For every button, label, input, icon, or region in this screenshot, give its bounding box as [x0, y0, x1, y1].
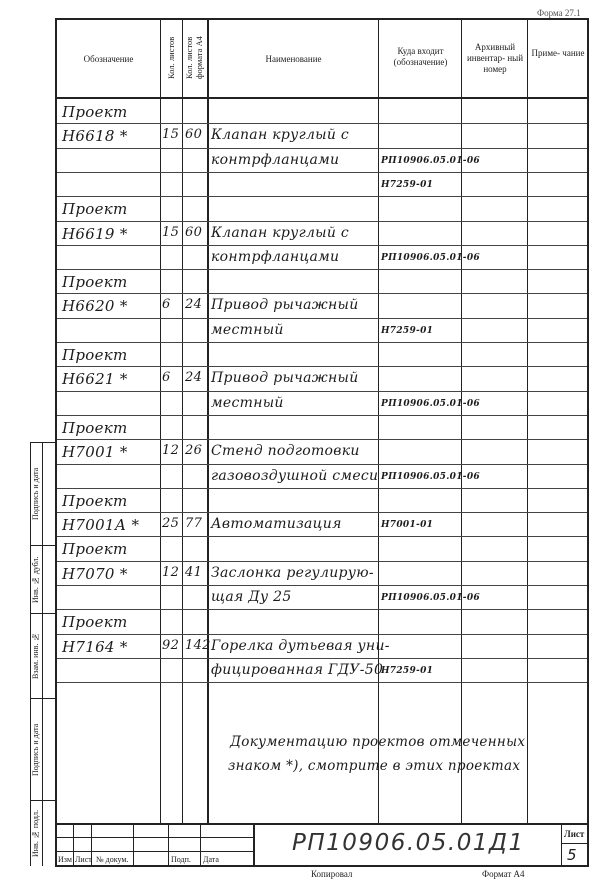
note-line-2: знаком *), смотрите в этих проектах: [228, 758, 521, 774]
row-line: [57, 293, 587, 294]
cell-name: фицированная ГДУ-50: [211, 662, 384, 678]
cell-sheets: 92: [162, 638, 180, 653]
cell-where: Н7259-01: [381, 666, 434, 676]
header-separator: [55, 97, 589, 99]
document-code: РП10906.05.01Д1: [292, 830, 525, 856]
side-label-signature-bottom: Подпись и дата: [31, 723, 40, 776]
col-line: [378, 18, 379, 823]
col-line: [207, 18, 209, 823]
row-line: [57, 391, 587, 392]
row-line: [57, 536, 587, 537]
row-line: [57, 415, 587, 416]
cell-designation: Н7001 *: [62, 443, 128, 461]
col-line: [160, 18, 161, 823]
stamp-divider: [253, 823, 255, 867]
stamp-sheet-sep: [561, 843, 588, 844]
cell-designation: Проект: [62, 346, 128, 364]
cell-name: Стенд подготовки: [211, 443, 360, 459]
stamp-row: [57, 837, 253, 838]
header-archive: Архивный инвентар- ный номер: [466, 42, 524, 74]
side-label-dup-inv: Инв. № дубл.: [31, 556, 40, 603]
stamp-col-sign: Подп.: [171, 855, 191, 864]
row-line: [57, 609, 587, 610]
cell-name: контрфланцами: [211, 249, 340, 265]
cell-name: Привод рычажный: [211, 297, 359, 313]
row-line: [57, 658, 587, 659]
cell-name: Горелка дутьевая уни-: [211, 638, 390, 654]
row-line: [57, 488, 587, 489]
sheet-number: 5: [567, 846, 577, 864]
note-line-1: Документацию проектов отмеченных: [230, 734, 526, 750]
cell-sheets: 6: [162, 297, 171, 312]
header-where: Куда входит (обозначение): [393, 46, 448, 67]
stamp-col-change: Изм: [58, 855, 72, 864]
row-line: [57, 439, 587, 440]
row-line: [57, 196, 587, 197]
cell-designation: Проект: [62, 613, 128, 631]
frame-bottom: [55, 865, 589, 867]
stamp-col: [73, 823, 74, 866]
cell-name: местный: [211, 395, 284, 411]
col-line: [182, 18, 183, 823]
cell-a4: 77: [185, 516, 203, 531]
stamp-col-sheet: Лист: [75, 855, 92, 864]
cell-a4: 60: [185, 127, 203, 142]
cell-designation: Н6620 *: [62, 297, 128, 315]
cell-designation: Проект: [62, 419, 128, 437]
cell-where: РП10906.05.01-06: [381, 472, 480, 482]
cell-a4: 24: [185, 370, 203, 385]
sheet-label: Лист: [564, 829, 585, 839]
cell-designation: Проект: [62, 103, 128, 121]
side-strip-mid: [42, 442, 43, 866]
cell-name: местный: [211, 322, 284, 338]
row-line: [57, 634, 587, 635]
row-line: [57, 148, 587, 149]
stamp-divider: [561, 823, 562, 867]
stamp-col: [168, 823, 169, 866]
cell-sheets: 25: [162, 516, 180, 531]
row-line: [57, 342, 587, 343]
row-line: [57, 221, 587, 222]
row-line: [57, 561, 587, 562]
col-line: [527, 18, 528, 823]
row-line: [57, 318, 587, 319]
cell-name: Автоматизация: [211, 516, 342, 532]
cell-designation: Проект: [62, 492, 128, 510]
side-strip-sep: [30, 800, 56, 801]
row-line: [57, 366, 587, 367]
header-a4: Кол. листов формата А4: [184, 36, 204, 80]
row-line: [57, 682, 587, 683]
cell-where: Н7259-01: [381, 326, 434, 336]
row-line: [57, 464, 587, 465]
side-label-original-inv: Инв. № подл.: [31, 810, 40, 858]
cell-where: РП10906.05.01-06: [381, 593, 480, 603]
cell-where: РП10906.05.01-06: [381, 253, 480, 263]
form-label: Форма 27.1: [537, 8, 581, 18]
cell-a4: 24: [185, 297, 203, 312]
stamp-col: [200, 823, 201, 866]
cell-name: Клапан круглый с: [211, 127, 350, 143]
cell-name: газовоздушной смеси: [211, 468, 379, 484]
stamp-row: [57, 851, 253, 852]
stamp-col: [133, 823, 134, 866]
stamp-col-docnum: № докум.: [96, 855, 129, 864]
row-line: [57, 245, 587, 246]
stamp-col-date: Дата: [203, 855, 219, 864]
header-designation: Обозначение: [83, 54, 134, 64]
cell-a4: 26: [185, 443, 203, 458]
cell-name: Клапан круглый с: [211, 225, 350, 241]
cell-name: Заслонка регулирую-: [211, 565, 374, 581]
cell-where: Н7259-01: [381, 180, 434, 190]
cell-where: РП10906.05.01-06: [381, 156, 480, 166]
side-label-replace-inv: Взам. инв. №: [31, 632, 40, 680]
cell-a4: 41: [185, 565, 203, 580]
row-line: [57, 172, 587, 173]
cell-designation: Н7070 *: [62, 565, 128, 583]
cell-designation: Н6619 *: [62, 225, 128, 243]
cell-where: РП10906.05.01-06: [381, 399, 480, 409]
cell-designation: Н6618 *: [62, 127, 128, 145]
cell-sheets: 15: [162, 225, 180, 240]
cell-designation: Н6621 *: [62, 370, 128, 388]
side-strip-sep: [30, 613, 56, 614]
side-strip-sep: [30, 698, 56, 699]
row-line: [57, 512, 587, 513]
cell-a4: 60: [185, 225, 203, 240]
cell-designation: Н7164 *: [62, 638, 128, 656]
frame-right: [587, 18, 589, 866]
footer-copied: Копировал: [311, 869, 353, 879]
cell-sheets: 15: [162, 127, 180, 142]
row-line: [57, 269, 587, 270]
header-sheets: Кол. листов: [166, 36, 176, 80]
row-line: [57, 585, 587, 586]
header-name: Наименование: [265, 54, 322, 64]
side-strip-top: [30, 442, 56, 443]
col-line: [461, 18, 462, 823]
side-strip-sep: [30, 545, 56, 546]
cell-designation: Проект: [62, 273, 128, 291]
cell-name: Привод рычажный: [211, 370, 359, 386]
side-label-signature-top: Подпись и дата: [31, 467, 40, 521]
cell-sheets: 6: [162, 370, 171, 385]
cell-designation: Проект: [62, 540, 128, 558]
row-line: [57, 123, 587, 124]
stamp-top: [55, 823, 589, 825]
cell-a4: 142: [185, 638, 211, 653]
cell-designation: Н7001А *: [62, 516, 140, 534]
cell-name: щая Ду 25: [211, 589, 292, 605]
frame-top: [55, 18, 589, 20]
cell-name: контрфланцами: [211, 152, 340, 168]
header-note: Приме- чание: [531, 48, 585, 58]
cell-sheets: 12: [162, 565, 180, 580]
cell-where: Н7001-01: [381, 520, 434, 530]
cell-designation: Проект: [62, 200, 128, 218]
cell-sheets: 12: [162, 443, 180, 458]
footer-format: Формат А4: [482, 869, 525, 879]
